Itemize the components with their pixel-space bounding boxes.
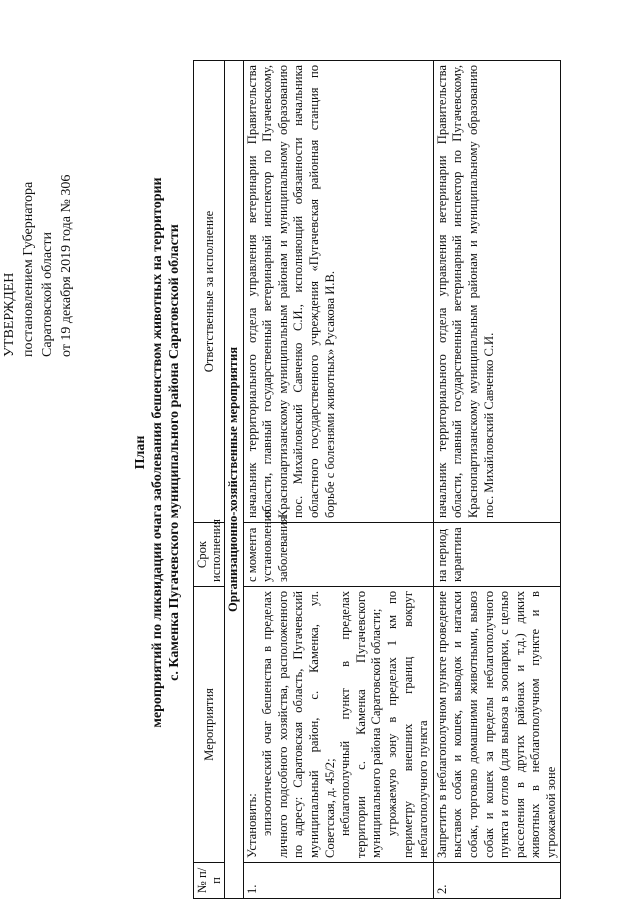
row-responsible: начальник территориального отдела управления ветеринарии Правительства области, главный государственный ветеринарный инспектор по Пугачевскому, Краснопартизанскому муниципальным районам и муниципальному образованию пос. Михайловский Савченко С.И., исполняющий обязанности начальника областного государственного учреждения «Пугачевская районная станция по борьбе с болезнями животных» Русакова И.В.: [243, 61, 433, 523]
row-number: 2.: [433, 863, 561, 899]
measure-intro: Установить:: [244, 793, 259, 858]
header-term: Срок исполнения: [194, 523, 225, 587]
measure-item: угрожаемую зону в пределах 1 км по периметру внешних границ вокруг неблагополучного пункта: [384, 591, 431, 858]
title-word: План: [133, 435, 148, 470]
approval-stamp: [0, 27, 76, 357]
header-num: № п/п: [194, 863, 225, 899]
approval-heading: УТВЕРЖДЕН: [2, 272, 17, 357]
row-term: на период карантина: [433, 523, 561, 587]
title-line: с. Каменка Пугачевского муниципального района Саратовской области: [167, 224, 182, 681]
row-measure: [243, 587, 433, 863]
measure-item: неблагополучный пункт в пределах территории с. Каменка Пугачевского муниципального района Саратовской области;: [338, 591, 384, 858]
plan-table: [193, 60, 561, 899]
table-row: [243, 61, 433, 899]
approval-date: от 19 декабря 2019 года № 306: [59, 174, 74, 357]
section-title: Организационно-хозяйственные мероприятия: [225, 61, 244, 899]
measure-item: эпизоотический очаг бешенства в пределах личного подсобного хозяйства, расположенного по адресу: Саратовская область, Пугачевский муниципальный район, с. Каменка, ул. Советская, д. 45/2;: [260, 591, 337, 858]
row-measure: Запретить в неблагополучном пункте проведение выставок собак и кошек, выводок и натаски собак, торговлю домашними животными, вывоз собак и кошек за пределы неблагополучного пункта и отлов (для вывоза в зоопарки, с целью расселения в других районах и т.д.) диких животных в неблагополучном пункте и в угрожаемой зоне: [433, 587, 561, 863]
table-header-row: [194, 61, 225, 899]
header-measure: Мероприятия: [194, 587, 225, 863]
approval-line: Саратовской области: [40, 232, 55, 357]
table-row: [433, 61, 561, 899]
title-line: мероприятий по ликвидации очага заболевания бешенством животных на территории: [150, 177, 165, 728]
row-number: 1.: [243, 863, 433, 899]
header-responsible: Ответственные за исполнение: [194, 61, 225, 523]
document-title: [132, 0, 183, 905]
section-row: [225, 61, 244, 899]
row-term: с момента установления заболевания: [243, 523, 433, 587]
approval-line: постановлением Губернатора: [21, 181, 36, 357]
row-responsible: начальник территориального отдела управления ветеринарии Правительства области, главный государственный ветеринарный инспектор по Пугачевскому, Краснопартизанскому муниципальным районам и муниципальному образованию пос. Михайловский Савченко С.И.: [433, 61, 561, 523]
